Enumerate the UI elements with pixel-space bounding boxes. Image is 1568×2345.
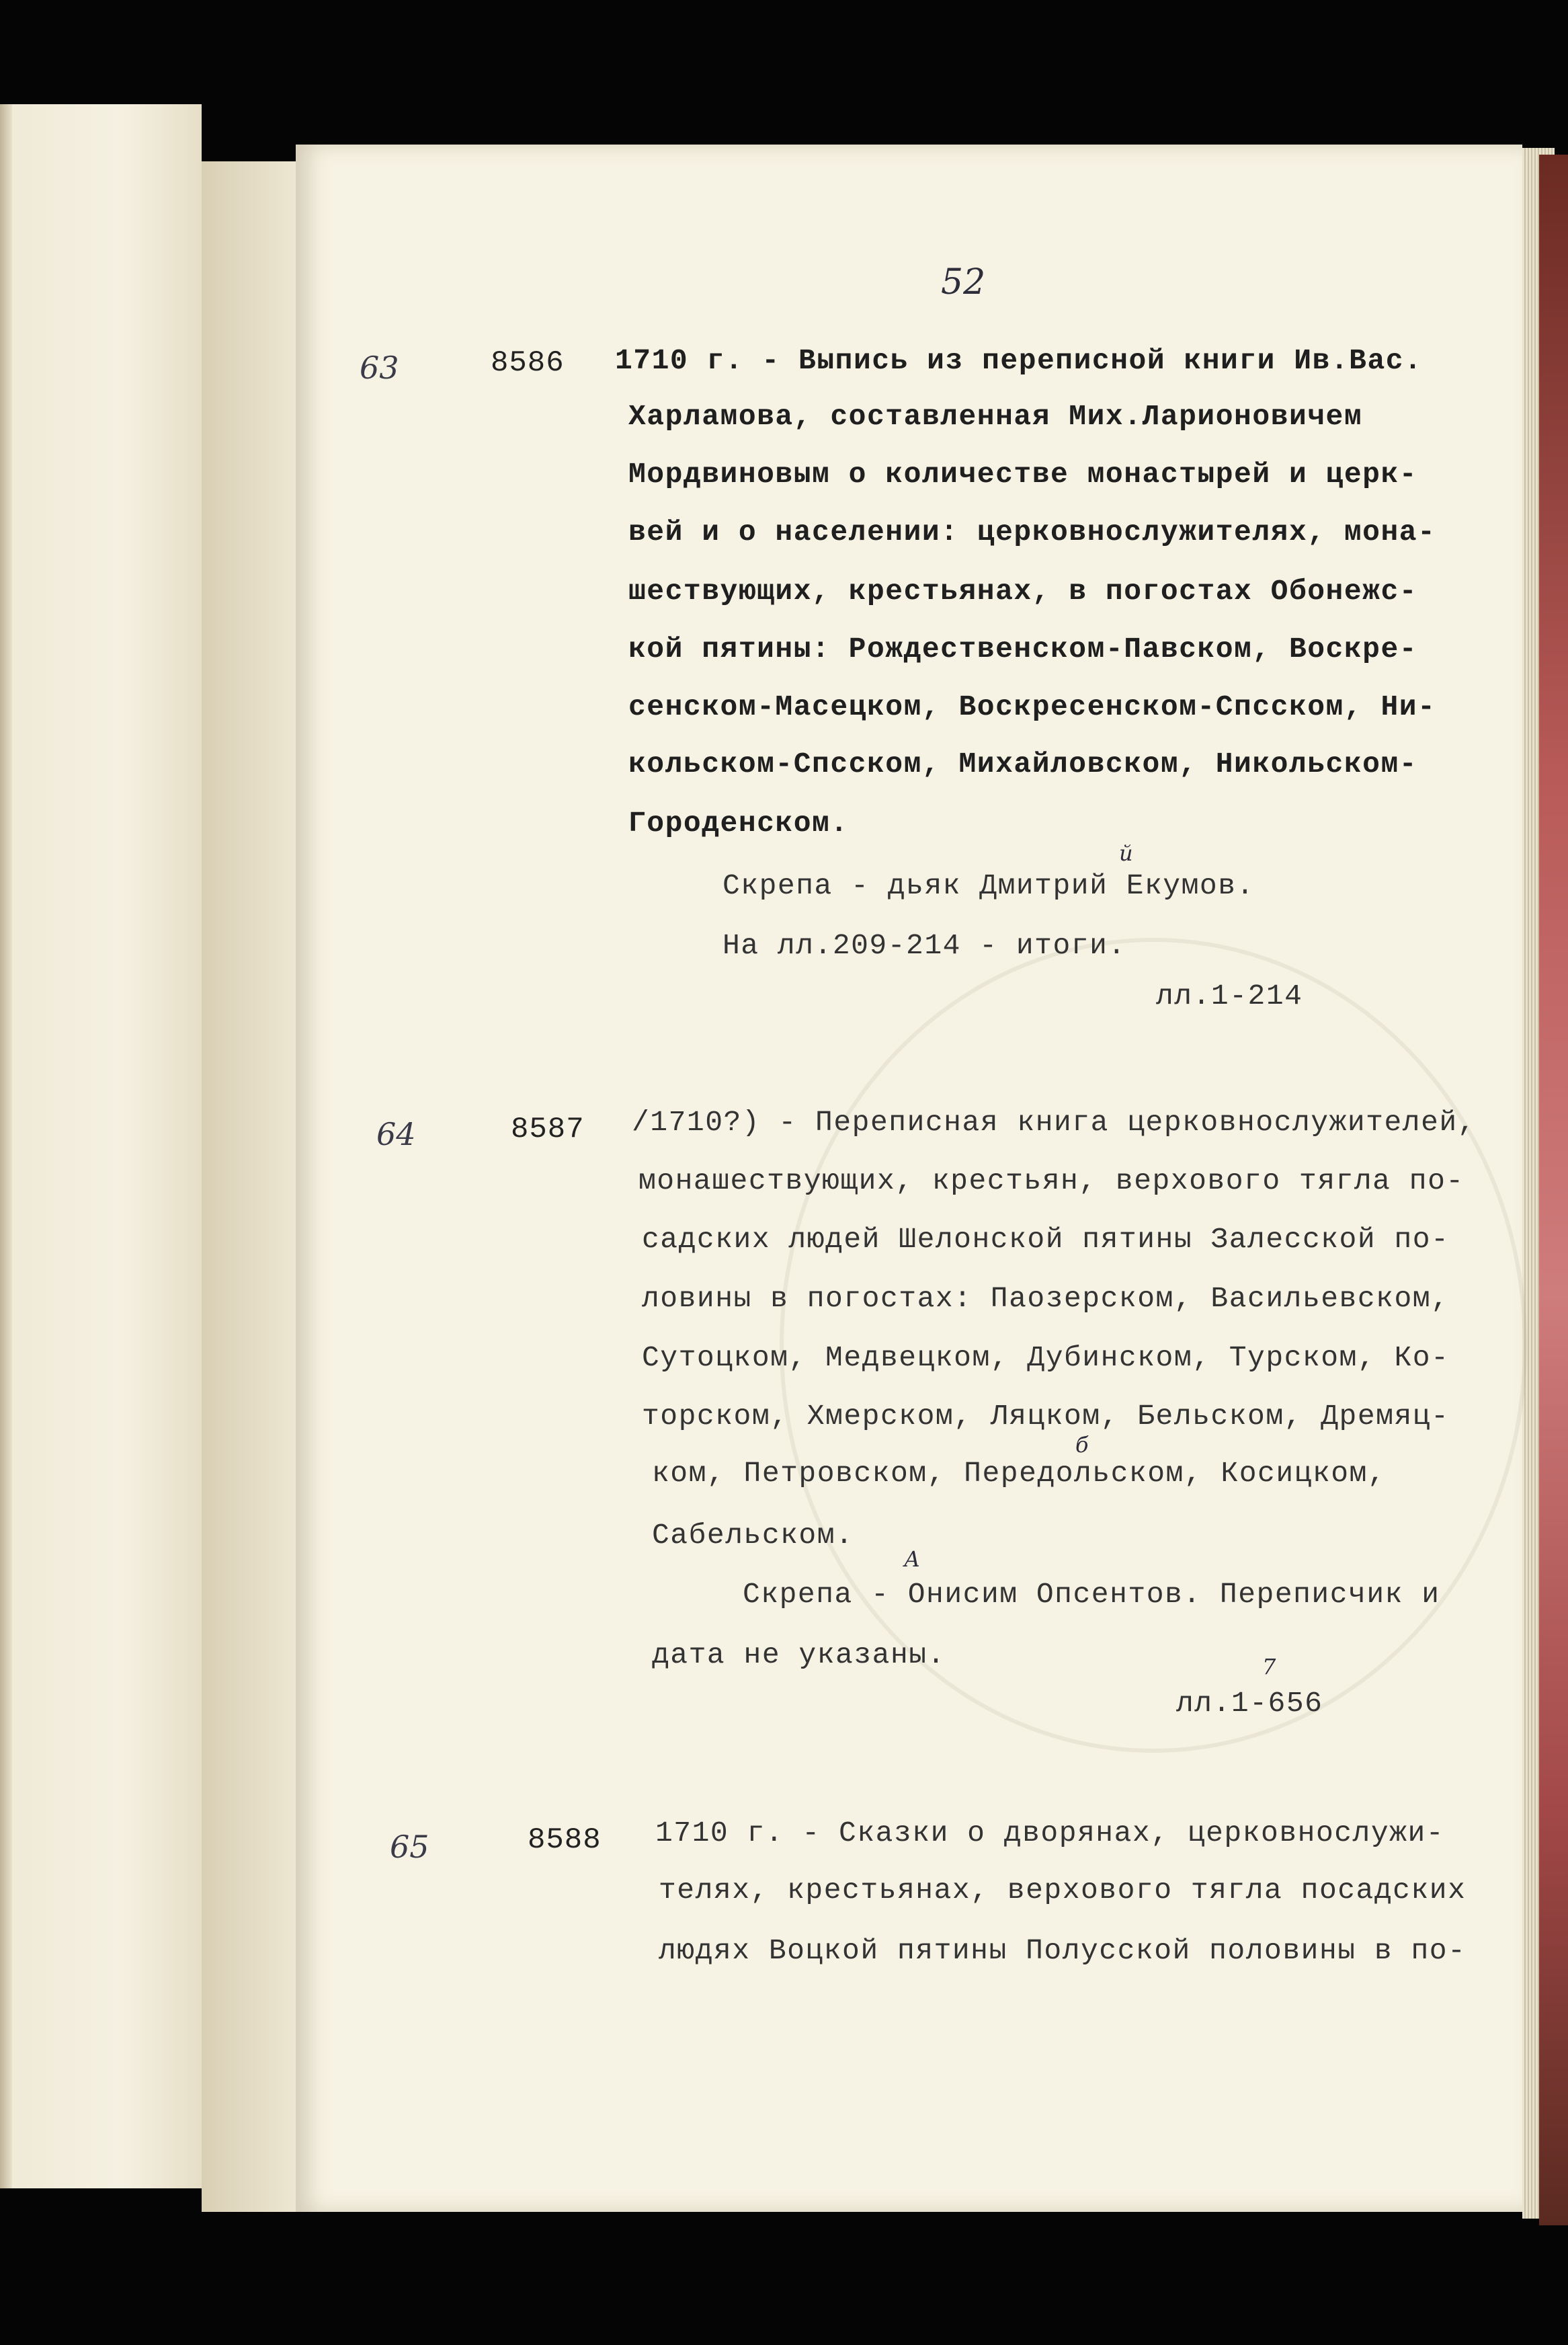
entry-text-line: ловины в погостах: Паозерском, Васильевском, (642, 1282, 1450, 1315)
handwritten-correction: А (904, 1546, 921, 1572)
entry-note: Скрепа - Онисим Опсентов. Переписчик и (743, 1578, 1440, 1611)
entry-text-line: садских людей Шелонской пятины Залесской по- (642, 1223, 1450, 1256)
entry-text-line: кольском-Спсском, Михайловском, Никольском- (628, 748, 1418, 781)
handwritten-correction: б (1075, 1432, 1089, 1458)
entry-sheets: лл.1-214 (1156, 980, 1303, 1012)
entry-text-line: Сабельском. (652, 1519, 854, 1552)
entry-text-line: Мордвиновым о количестве монастырей и церк- (628, 458, 1418, 491)
entry-text-line: сенском-Масецком, Воскресенском-Спсском, Ни- (628, 690, 1436, 723)
entry-text-line: ком, Петровском, Передольском, Косицком, (652, 1457, 1387, 1490)
entry-text-line: Харламова, составленная Мих.Ларионовичем (628, 400, 1363, 433)
entry-archive-number: 8588 (528, 1823, 602, 1857)
entry-text-line: монашествующих, крестьян, верхового тягла по- (638, 1164, 1464, 1197)
page-number: 52 (941, 262, 986, 303)
entry-text-line: людях Воцкой пятины Полусской половины в по- (659, 1934, 1467, 1967)
entry-text-line: Городенском. (628, 807, 849, 840)
entry-note: Скрепа - дьяк Дмитрий Екумов. (723, 869, 1255, 902)
entry-seq: 63 (360, 350, 399, 386)
entry-note: На лл.209-214 - итоги. (723, 929, 1126, 962)
entry-text-line: кой пятины: Рождественском-Павском, Воскре- (628, 633, 1418, 666)
entry-note: дата не указаны. (652, 1638, 946, 1671)
entry-text-line: шествующих, крестьянах, в погостах Обонежс- (628, 575, 1418, 608)
entry-text-line: торском, Хмерском, Ляцком, Бельском, Дремяц- (642, 1400, 1450, 1433)
book-gutter (202, 161, 302, 2212)
left-page (0, 104, 202, 2188)
entry-text-line: /1710?) - Переписная книга церковнослужителей, (632, 1106, 1476, 1139)
entry-seq: 64 (376, 1116, 416, 1152)
entry-sheets: лл.1-656 (1176, 1687, 1323, 1720)
entry-text-line: Сутоцком, Медвецком, Дубинском, Турском, Ко- (642, 1341, 1450, 1374)
book-cover-edge (1539, 155, 1568, 2225)
entry-archive-number: 8586 (491, 346, 565, 380)
left-page-edge (0, 104, 12, 2188)
entry-text-line: вей и о населении: церковнослужителях, мона- (628, 516, 1436, 549)
entry-text-line: телях, крестьянах, верхового тягла посадских (659, 1874, 1467, 1907)
entry-archive-number: 8587 (511, 1113, 585, 1146)
handwritten-correction: 7 (1262, 1654, 1276, 1679)
entry-text-line: 1710 г. - Сказки о дворянах, церковнослужи- (655, 1817, 1445, 1850)
handwritten-correction: й (1119, 840, 1133, 866)
entry-text-line: 1710 г. - Выпись из переписной книги Ив.Вас. (615, 344, 1423, 377)
entry-seq: 65 (390, 1829, 429, 1865)
